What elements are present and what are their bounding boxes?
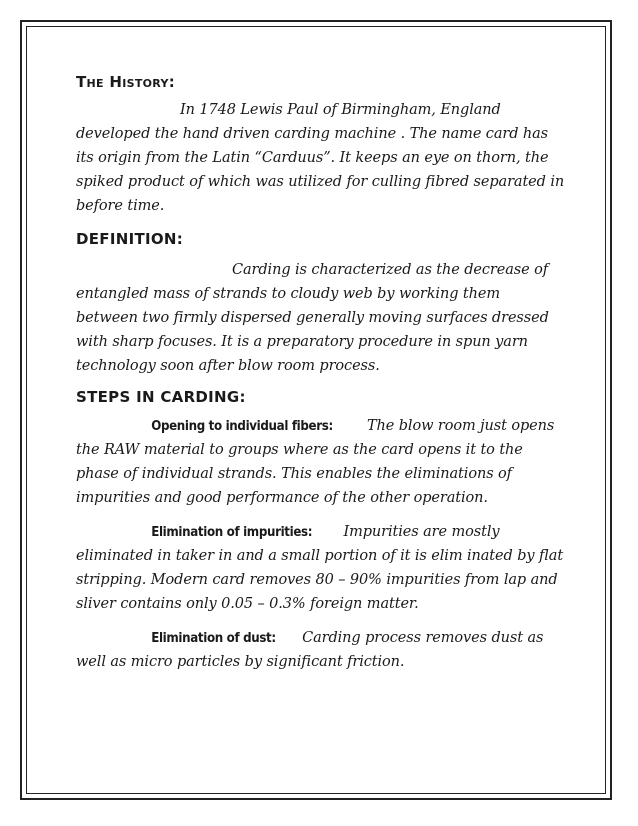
step-opening-title: Opening to individual fibers: — [151, 418, 333, 434]
steps-heading: STEPS IN CARDING: — [76, 388, 246, 406]
document-body — [76, 70, 566, 674]
step-impurities — [76, 520, 566, 616]
definition-heading: DEFINITION: — [76, 230, 184, 248]
step-dust — [76, 626, 566, 674]
step-dust-title: Elimination of dust: — [151, 630, 276, 646]
step-dust-text: Carding process removes dust as well as micro particles by significant friction. — [76, 630, 544, 670]
step-impurities-text: Impurities are mostly eliminated in taker in and a small portion of it is elim inated by flat stripping. Modern card removes 80 – 90% impurities from lap and sliver contains only 0.05 – 0.3% foreign matter. — [76, 524, 564, 612]
history-paragraph: In 1748 Lewis Paul of Birmingham, England developed the hand driven carding machine . The name card has its origin from the Latin “Carduus”. It keeps an eye on thorn, the spiked product of which was utilized for culling fibred separated in before time. — [76, 102, 565, 214]
history-heading: The History: — [76, 73, 176, 91]
definition-paragraph: Carding is characterized as the decrease of entangled mass of strands to cloudy web by working them between two firmly dispersed generally moving surfaces dressed with sharp focuses. It is a preparatory procedure in spun yarn technology soon after blow room process. — [76, 262, 549, 374]
step-opening-text: The blow room just opens the RAW material to groups where as the card opens it to the phase of individual strands. This enables the eliminations of impurities and good performance of the other operation. — [76, 418, 555, 506]
step-impurities-title: Elimination of impurities: — [151, 524, 313, 540]
step-opening — [76, 414, 566, 510]
